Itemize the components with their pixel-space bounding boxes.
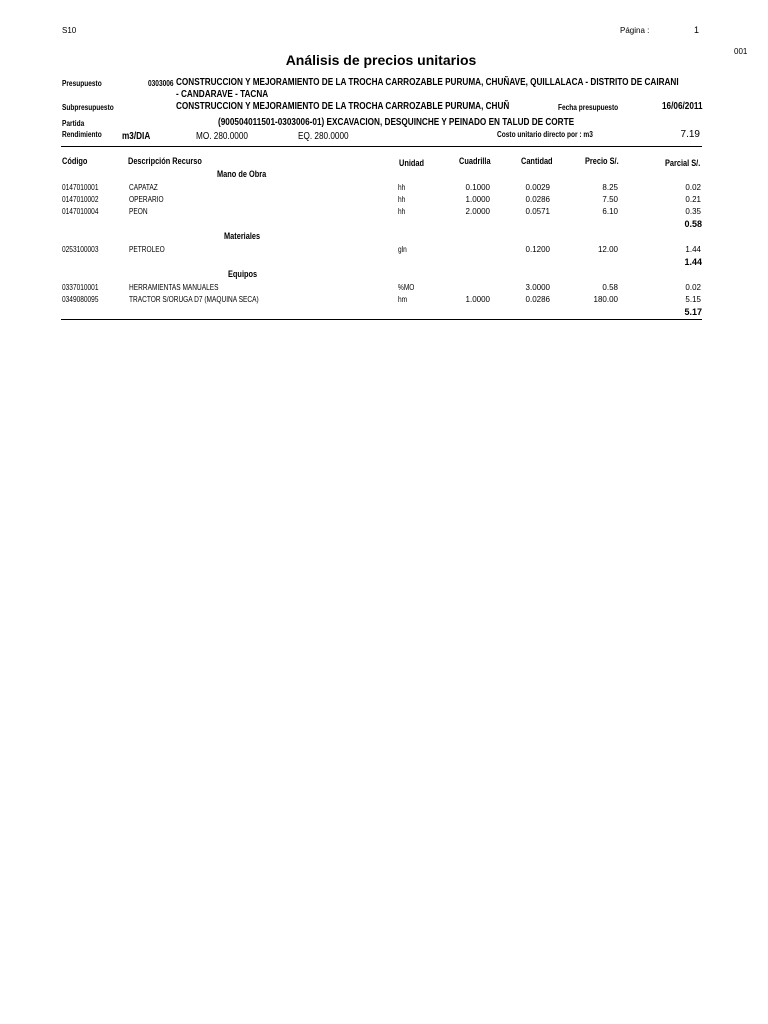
presupuesto-label: Presupuesto	[62, 79, 102, 88]
page-title: Análisis de precios unitarios	[285, 52, 477, 68]
subpresupuesto-label: Subpresupuesto	[62, 103, 114, 112]
row-precio: 8.25	[602, 183, 618, 192]
row-parcial: 0.02	[685, 283, 701, 292]
section-subtotal: 1.44	[684, 257, 702, 267]
mo-value: MO. 280.0000	[196, 131, 248, 142]
row-unidad: hh	[398, 195, 406, 204]
row-cantidad: 0.0571	[525, 207, 550, 216]
rendimiento-label: Rendimiento	[62, 130, 102, 139]
eq-value: EQ. 280.0000	[298, 131, 349, 142]
rendimiento-unit: m3/DIA	[122, 131, 151, 142]
presupuesto-code: 0303006	[148, 79, 174, 88]
row-codigo: 0147010001	[62, 183, 99, 192]
row-precio: 7.50	[602, 195, 618, 204]
subpresupuesto-name: CONSTRUCCION Y MEJORAMIENTO DE LA TROCHA CARROZABLE PURUMA, CHUÑ	[176, 101, 510, 112]
header-unidad: Unidad	[399, 158, 425, 168]
row-cantidad: 0.0286	[525, 195, 550, 204]
row-unidad: hm	[398, 295, 408, 304]
header-descripcion: Descripción Recurso	[128, 156, 202, 166]
row-descripcion: TRACTOR S/ORUGA D7 (MAQUINA SECA)	[129, 295, 259, 304]
costo-label: Costo unitario directo por : m3	[497, 130, 593, 139]
row-cuadrilla: 1.0000	[465, 195, 490, 204]
row-codigo: 0337010001	[62, 283, 99, 292]
row-cantidad: 0.1200	[525, 245, 550, 254]
row-codigo: 0253100003	[62, 245, 99, 254]
row-precio: 180.00	[593, 295, 618, 304]
section-title: Materiales	[224, 231, 261, 241]
row-cuadrilla: 2.0000	[465, 207, 490, 216]
fecha-value: 16/06/2011	[662, 101, 703, 112]
row-parcial: 0.21	[685, 195, 701, 204]
row-codigo: 0147010004	[62, 207, 99, 216]
partida-label: Partida	[62, 119, 85, 128]
header-cuadrilla: Cuadrilla	[459, 156, 491, 166]
row-unidad: gln	[398, 245, 407, 254]
row-descripcion: PEON	[129, 207, 148, 216]
section-title: Equipos	[228, 269, 258, 279]
row-parcial: 5.15	[685, 295, 701, 304]
row-cuadrilla: 0.1000	[465, 183, 490, 192]
row-descripcion: PETROLEO	[129, 245, 165, 254]
row-descripcion: HERRAMIENTAS MANUALES	[129, 283, 219, 292]
row-precio: 0.58	[602, 283, 618, 292]
fecha-label: Fecha presupuesto	[558, 103, 619, 112]
divider-bottom	[61, 319, 702, 320]
section-subtotal: 0.58	[684, 219, 702, 229]
row-precio: 6.10	[602, 207, 618, 216]
row-cuadrilla: 1.0000	[465, 295, 490, 304]
presupuesto-name-line2: - CANDARAVE - TACNA	[176, 89, 269, 100]
row-unidad: hh	[398, 183, 406, 192]
row-descripcion: OPERARIO	[129, 195, 164, 204]
report-code: S10	[62, 26, 77, 35]
header-cantidad: Cantidad	[521, 156, 553, 166]
page-number: 1	[694, 25, 700, 35]
partida-value: (900504011501-0303006-01) EXCAVACION, DESQUINCHE Y PEINADO EN TALUD DE CORTE	[218, 117, 575, 128]
side-code: 001	[734, 47, 748, 56]
row-cantidad: 0.0286	[525, 295, 550, 304]
row-unidad: %MO	[398, 283, 415, 292]
header-parcial: Parcial S/.	[665, 158, 701, 168]
header-precio: Precio S/.	[585, 156, 619, 166]
row-descripcion: CAPATAZ	[129, 183, 158, 192]
header-codigo: Código	[62, 156, 88, 166]
row-parcial: 0.02	[685, 183, 701, 192]
section-title: Mano de Obra	[217, 169, 267, 179]
divider-top	[61, 146, 702, 147]
presupuesto-name-line1: CONSTRUCCION Y MEJORAMIENTO DE LA TROCHA CARROZABLE PURUMA, CHUÑAVE, QUILLALACA - DISTRITO DE CAIRANI	[176, 77, 679, 88]
row-parcial: 0.35	[685, 207, 701, 216]
row-parcial: 1.44	[685, 245, 701, 254]
section-subtotal: 5.17	[684, 307, 702, 317]
row-precio: 12.00	[597, 245, 618, 254]
page-label: Página :	[620, 26, 650, 35]
row-cantidad: 0.0029	[525, 183, 550, 192]
row-codigo: 0147010002	[62, 195, 99, 204]
row-cantidad: 3.0000	[525, 283, 550, 292]
row-unidad: hh	[398, 207, 406, 216]
costo-value: 7.19	[680, 129, 700, 140]
row-codigo: 0349080095	[62, 295, 99, 304]
